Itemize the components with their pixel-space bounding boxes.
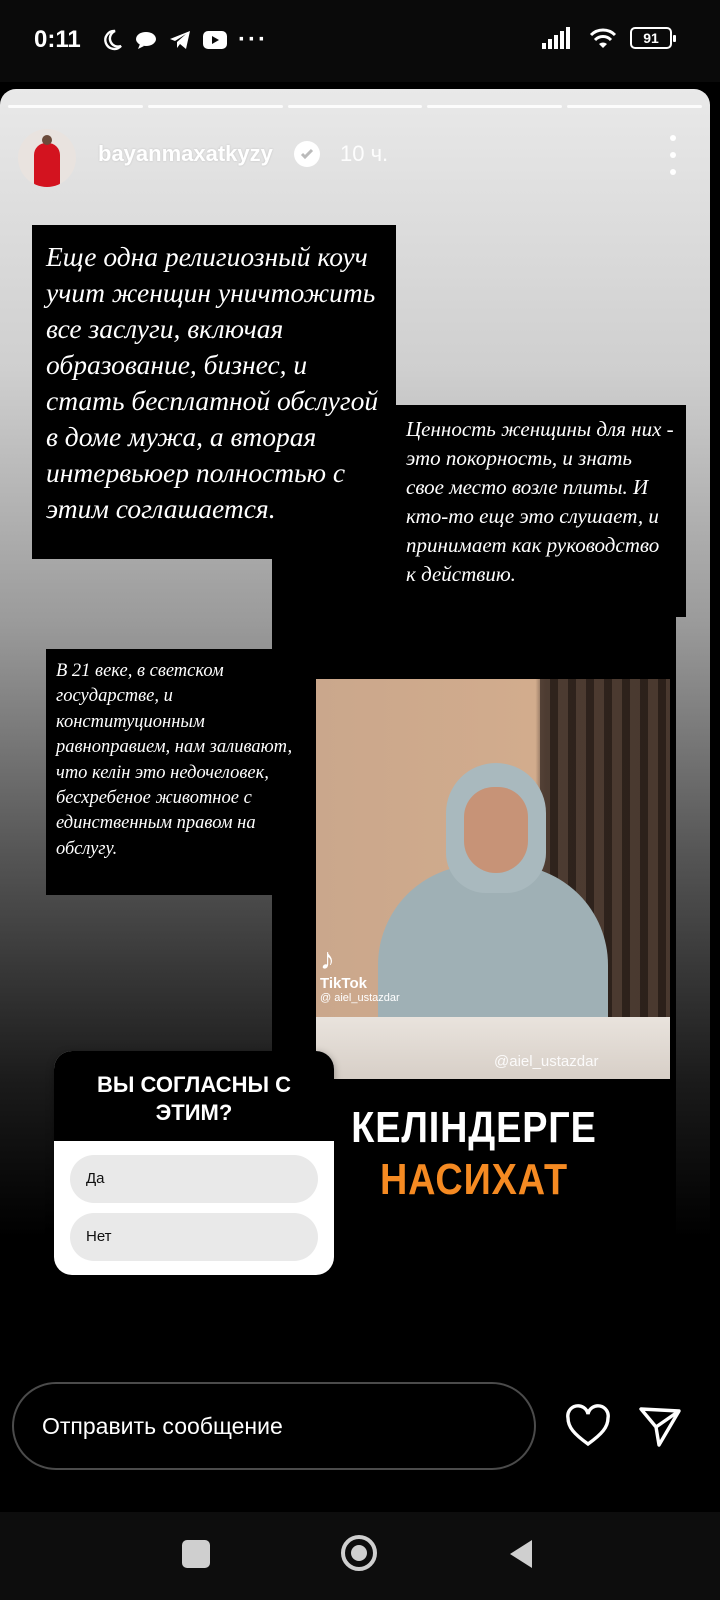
story-card[interactable] — [0, 89, 710, 1365]
story-text-2: Ценность женщины для них - это покорность, и знать свое место возле плиты. И кто-то еще это слушает, и принимает как руководство к действию. — [394, 405, 686, 617]
chat-icon — [134, 28, 158, 52]
video-title-line2: НАСИХАТ — [379, 1155, 569, 1204]
progress-segment — [567, 105, 702, 108]
avatar[interactable] — [18, 129, 76, 187]
more-options-icon[interactable] — [670, 135, 680, 175]
youtube-icon — [202, 29, 228, 51]
poll-question: ВЫ СОГЛАСНЫ С ЭТИМ? — [54, 1051, 334, 1141]
tiktok-label: TikTok — [320, 975, 367, 992]
heart-icon[interactable] — [564, 1404, 612, 1448]
poll-option-yes[interactable]: Да — [70, 1155, 318, 1203]
video-watermark: @aiel_ustazdar — [494, 1053, 599, 1070]
status-time: 0:11 — [34, 26, 81, 53]
send-icon[interactable] — [638, 1404, 682, 1448]
battery-icon: 91 — [630, 27, 672, 49]
verified-badge-icon — [294, 141, 320, 167]
status-notification-icons — [100, 26, 268, 54]
progress-segment — [148, 105, 283, 108]
video-title-line1: КЕЛІНДЕРГЕ — [351, 1103, 597, 1152]
tiktok-handle: @ aiel_ustazdar — [320, 992, 400, 1004]
progress-segment — [8, 105, 143, 108]
system-navigation-bar — [0, 1512, 720, 1600]
video-frame — [316, 679, 670, 1079]
progress-segment — [288, 105, 423, 108]
home-button[interactable] — [340, 1534, 378, 1572]
poll-option-no[interactable]: Нет — [70, 1213, 318, 1261]
story-username[interactable]: bayanmaxatkyzy — [98, 141, 273, 166]
moon-icon — [100, 28, 124, 52]
poll-sticker — [54, 1051, 334, 1275]
back-button[interactable] — [506, 1538, 536, 1570]
tiktok-icon: ♪ — [320, 943, 335, 976]
tiktok-logo — [320, 945, 400, 1004]
story-text-3: В 21 веке, в светском государстве, и конституционным равноправием, нам заливают, что келін это недочеловек, бесхребеное животное с единственным правом на обслугу. — [46, 649, 314, 895]
send-message-input[interactable]: Отправить сообщение — [12, 1382, 536, 1470]
story-progress-bar — [8, 105, 702, 108]
more-notifications-icon: ··· — [238, 26, 268, 53]
status-system-icons — [542, 26, 672, 50]
status-bar — [0, 0, 720, 82]
story-header — [18, 129, 698, 189]
telegram-icon — [168, 28, 192, 52]
signal-icon — [542, 27, 576, 49]
recent-apps-button[interactable] — [182, 1540, 210, 1568]
progress-segment — [427, 105, 562, 108]
story-text-1: Еще одна религиозный коуч учит женщин уничтожить все заслуги, включая образование, бизнес, и стать бесплатной обслугой в доме мужа, а вторая интервьюер полностью с этим соглашается. — [32, 225, 396, 559]
story-time-ago: 10 ч. — [340, 141, 389, 166]
wifi-icon — [588, 26, 618, 50]
